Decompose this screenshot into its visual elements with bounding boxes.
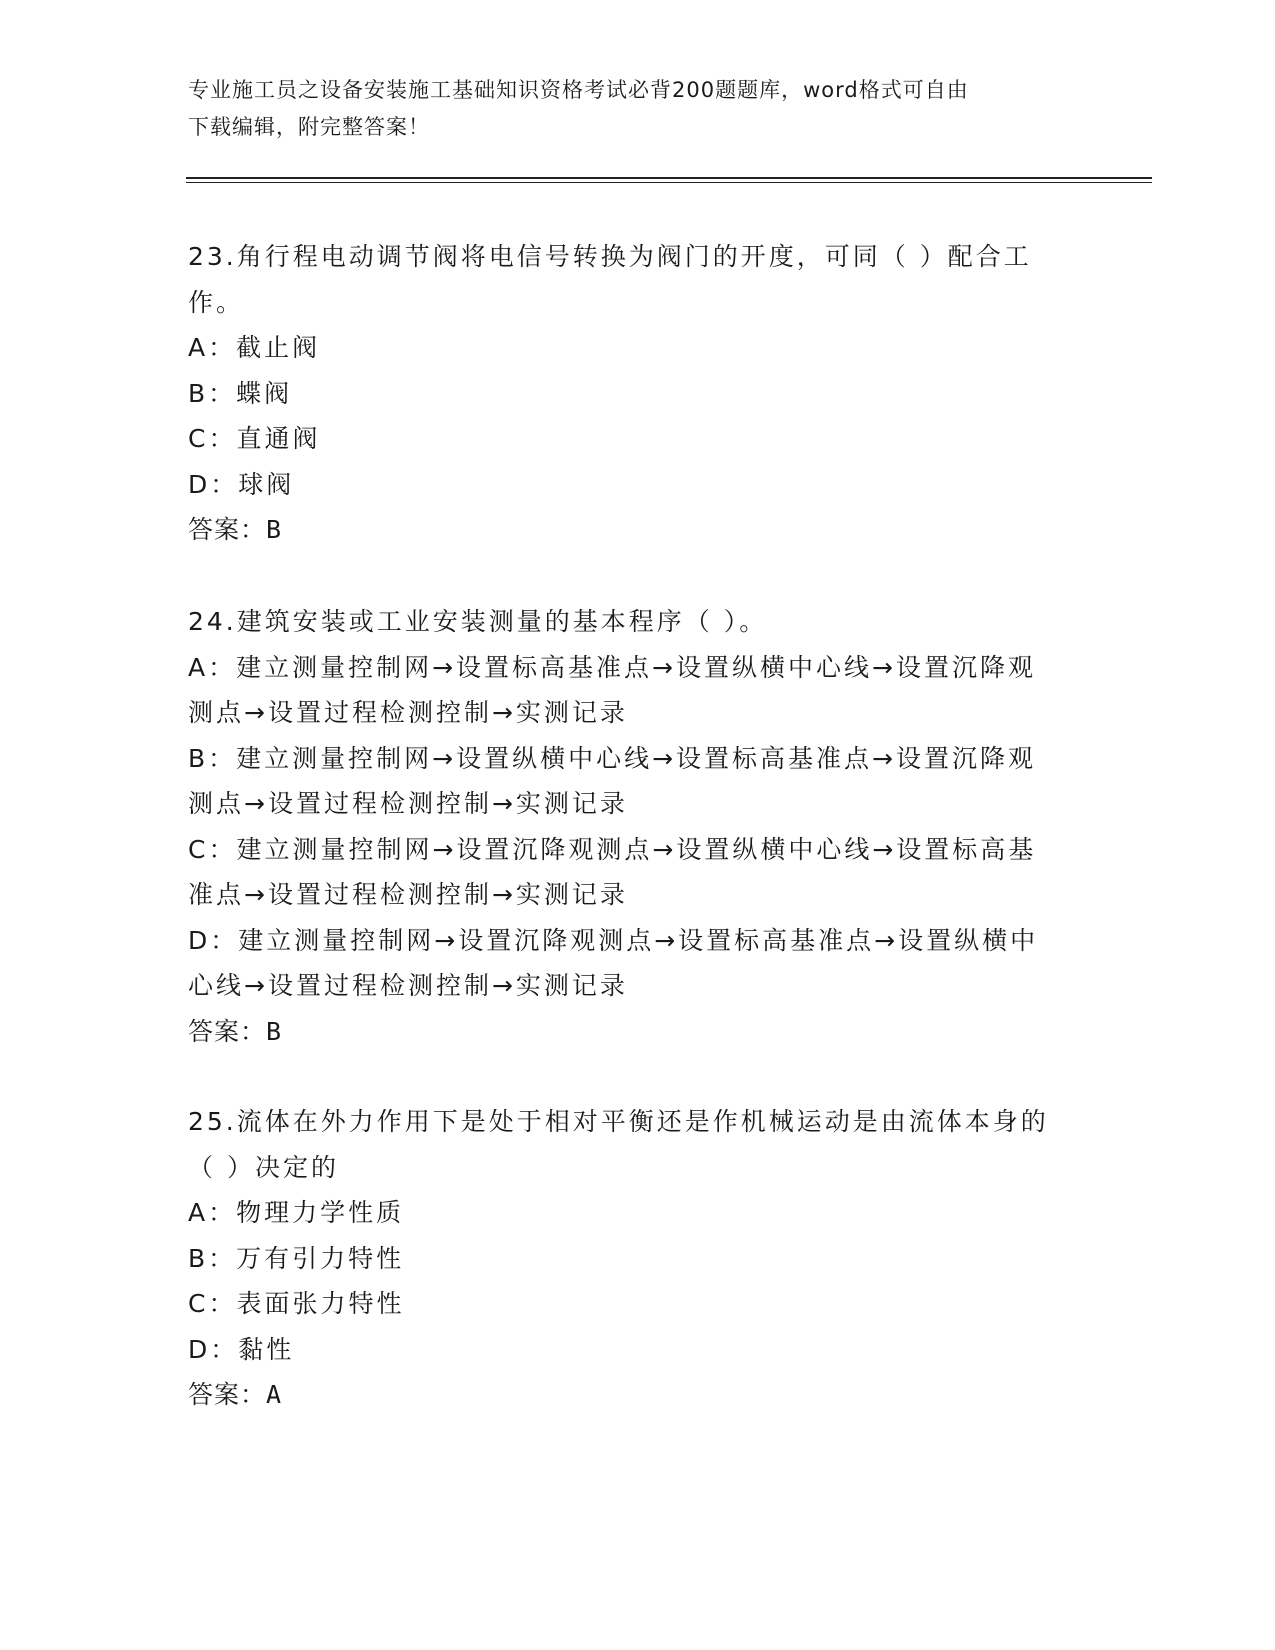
option-d-continued: 心线→设置过程检测控制→实测记录 (188, 971, 628, 1000)
answer-value: B (266, 1016, 283, 1046)
question-block (188, 599, 1088, 1054)
header-line: 下载编辑，附完整答案！ (188, 115, 430, 139)
option-d: D：黏性 (188, 1334, 295, 1364)
option-c: C：表面张力特性 (188, 1289, 405, 1318)
header-divider (186, 182, 1152, 183)
document-header (188, 72, 1088, 146)
option-d: D：建立测量控制网→设置沉降观测点→设置标高基准点→设置纵横中 (188, 925, 1039, 955)
question-stem: （ ）决定的 (188, 1152, 339, 1182)
answer-label: 答案： (188, 1380, 267, 1409)
option-a: A：建立测量控制网→设置标高基准点→设置纵横中心线→设置沉降观 (188, 652, 1036, 682)
option-c: C：直通阀 (188, 424, 321, 453)
answer-label: 答案： (188, 515, 267, 544)
option-b-continued: 测点→设置过程检测控制→实测记录 (188, 789, 628, 818)
option-b: B：建立测量控制网→设置纵横中心线→设置标高基准点→设置沉降观 (188, 743, 1036, 773)
question-stem: 25.流体在外力作用下是处于相对平衡还是作机械运动是由流体本身的 (188, 1107, 1049, 1136)
header-divider (186, 177, 1152, 179)
option-b: B：万有引力特性 (188, 1243, 405, 1273)
option-b: B：蝶阀 (188, 378, 293, 408)
question-stem: 24.建筑安装或工业安装测量的基本程序（ ）。 (188, 607, 768, 636)
question-stem: 作。 (188, 287, 245, 317)
answer-line (188, 1009, 1088, 1055)
answer-value: B (266, 515, 283, 544)
question-stem: 23.角行程电动调节阀将电信号转换为阀门的开度，可同（ ）配合工 (188, 242, 1032, 271)
option-a: A：物理力学性质 (188, 1198, 405, 1227)
answer-label: 答案： (188, 1016, 267, 1046)
question-block (188, 1099, 1088, 1418)
option-c-continued: 准点→设置过程检测控制→实测记录 (188, 880, 628, 909)
option-d: D：球阀 (188, 469, 295, 499)
answer-line (188, 1372, 1088, 1418)
option-a-continued: 测点→设置过程检测控制→实测记录 (188, 698, 628, 727)
answer-line (188, 507, 1088, 553)
option-a: A：截止阀 (188, 333, 321, 362)
answer-value: A (266, 1380, 283, 1409)
option-c: C：建立测量控制网→设置沉降观测点→设置纵横中心线→设置标高基 (188, 834, 1037, 864)
header-line: 专业施工员之设备安装施工基础知识资格考试必背200题题库，word格式可自由 (188, 78, 969, 102)
question-block (188, 234, 1088, 553)
